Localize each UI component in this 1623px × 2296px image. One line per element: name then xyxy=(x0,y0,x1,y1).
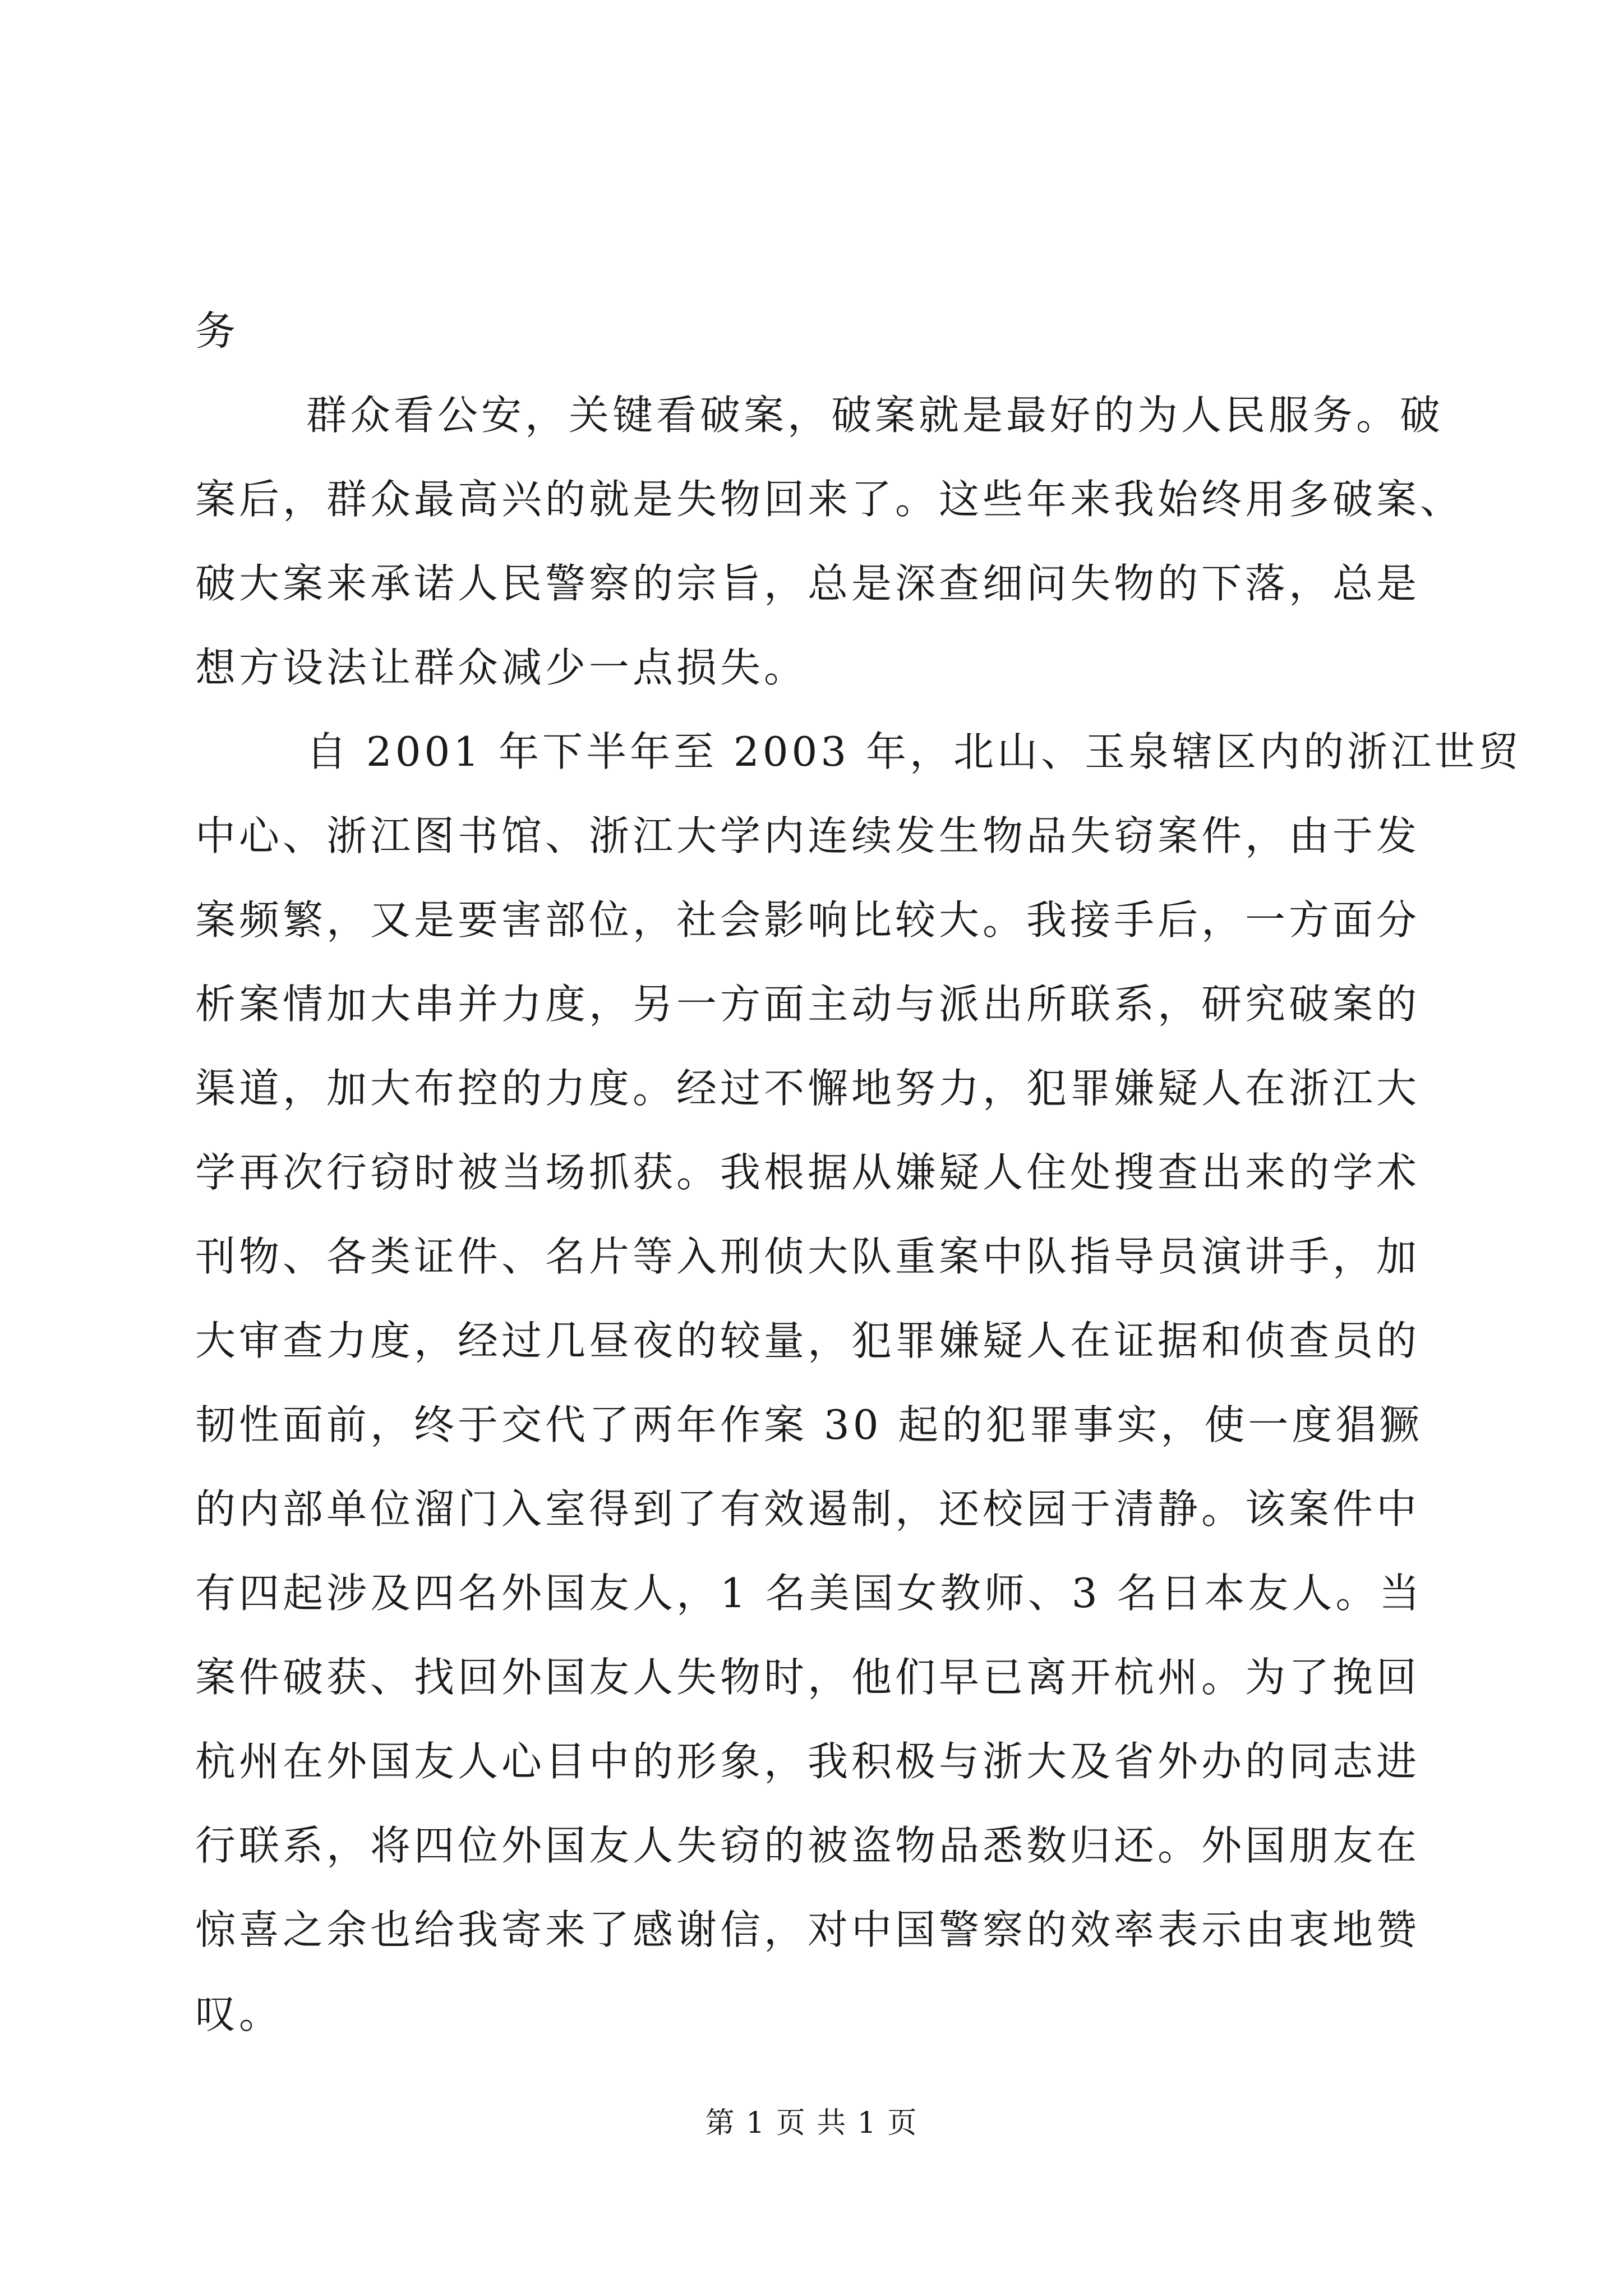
text-line: 惊喜之余也给我寄来了感谢信，对中国警察的效率表示由衷地赞 xyxy=(195,1906,1421,1953)
page-footer: 第 1 页 共 1 页 xyxy=(705,2106,918,2140)
text-line: 破大案来承诺人民警察的宗旨，总是深查细问失物的下落，总是 xyxy=(195,560,1421,607)
text-line: 务 xyxy=(195,307,239,355)
text-line: 想方设法让群众减少一点损失。 xyxy=(195,644,808,691)
text-line: 案后，群众最高兴的就是失物回来了。这些年来我始终用多破案、 xyxy=(195,476,1464,523)
text-line: 案件破获、找回外国友人失物时，他们早已离开杭州。为了挽回 xyxy=(195,1654,1421,1701)
text-line: 中心、浙江图书馆、浙江大学内连续发生物品失窃案件，由于发 xyxy=(195,812,1421,859)
text-line: 的内部单位溜门入室得到了有效遏制，还校园于清静。该案件中 xyxy=(195,1485,1421,1533)
text-line: 有四起涉及四名外国友人，1 名美国女教师、3 名日本友人。当 xyxy=(195,1570,1423,1617)
text-line: 渠道，加大布控的力度。经过不懈地努力，犯罪嫌疑人在浙江大 xyxy=(195,1065,1421,1112)
paragraph-first-line: 群众看公安，关键看破案，破案就是最好的为人民服务。破 xyxy=(306,392,1444,439)
text-line: 行联系，将四位外国友人失窃的被盗物品悉数归还。外国朋友在 xyxy=(195,1822,1421,1869)
text-line: 杭州在外国友人心目中的形象，我积极与浙大及省外办的同志进 xyxy=(195,1738,1421,1785)
text-line: 刊物、各类证件、名片等入刑侦大队重案中队指导员演讲手，加 xyxy=(195,1233,1421,1280)
text-line: 大审查力度，经过几昼夜的较量，犯罪嫌疑人在证据和侦查员的 xyxy=(195,1317,1421,1364)
text-line: 韧性面前，终于交代了两年作案 30 起的犯罪事实，使一度猖獗 xyxy=(195,1401,1423,1448)
text-line: 案频繁，又是要害部位，社会影响比较大。我接手后，一方面分 xyxy=(195,896,1421,944)
text-line: 学再次行窃时被当场抓获。我根据从嫌疑人住处搜查出来的学术 xyxy=(195,1149,1421,1196)
paragraph-first-line: 自 2001 年下半年至 2003 年，北山、玉泉辖区内的浙江世贸 xyxy=(306,728,1523,775)
text-line: 叹。 xyxy=(195,1990,283,2037)
text-line: 析案情加大串并力度，另一方面主动与派出所联系，研究破案的 xyxy=(195,981,1421,1028)
